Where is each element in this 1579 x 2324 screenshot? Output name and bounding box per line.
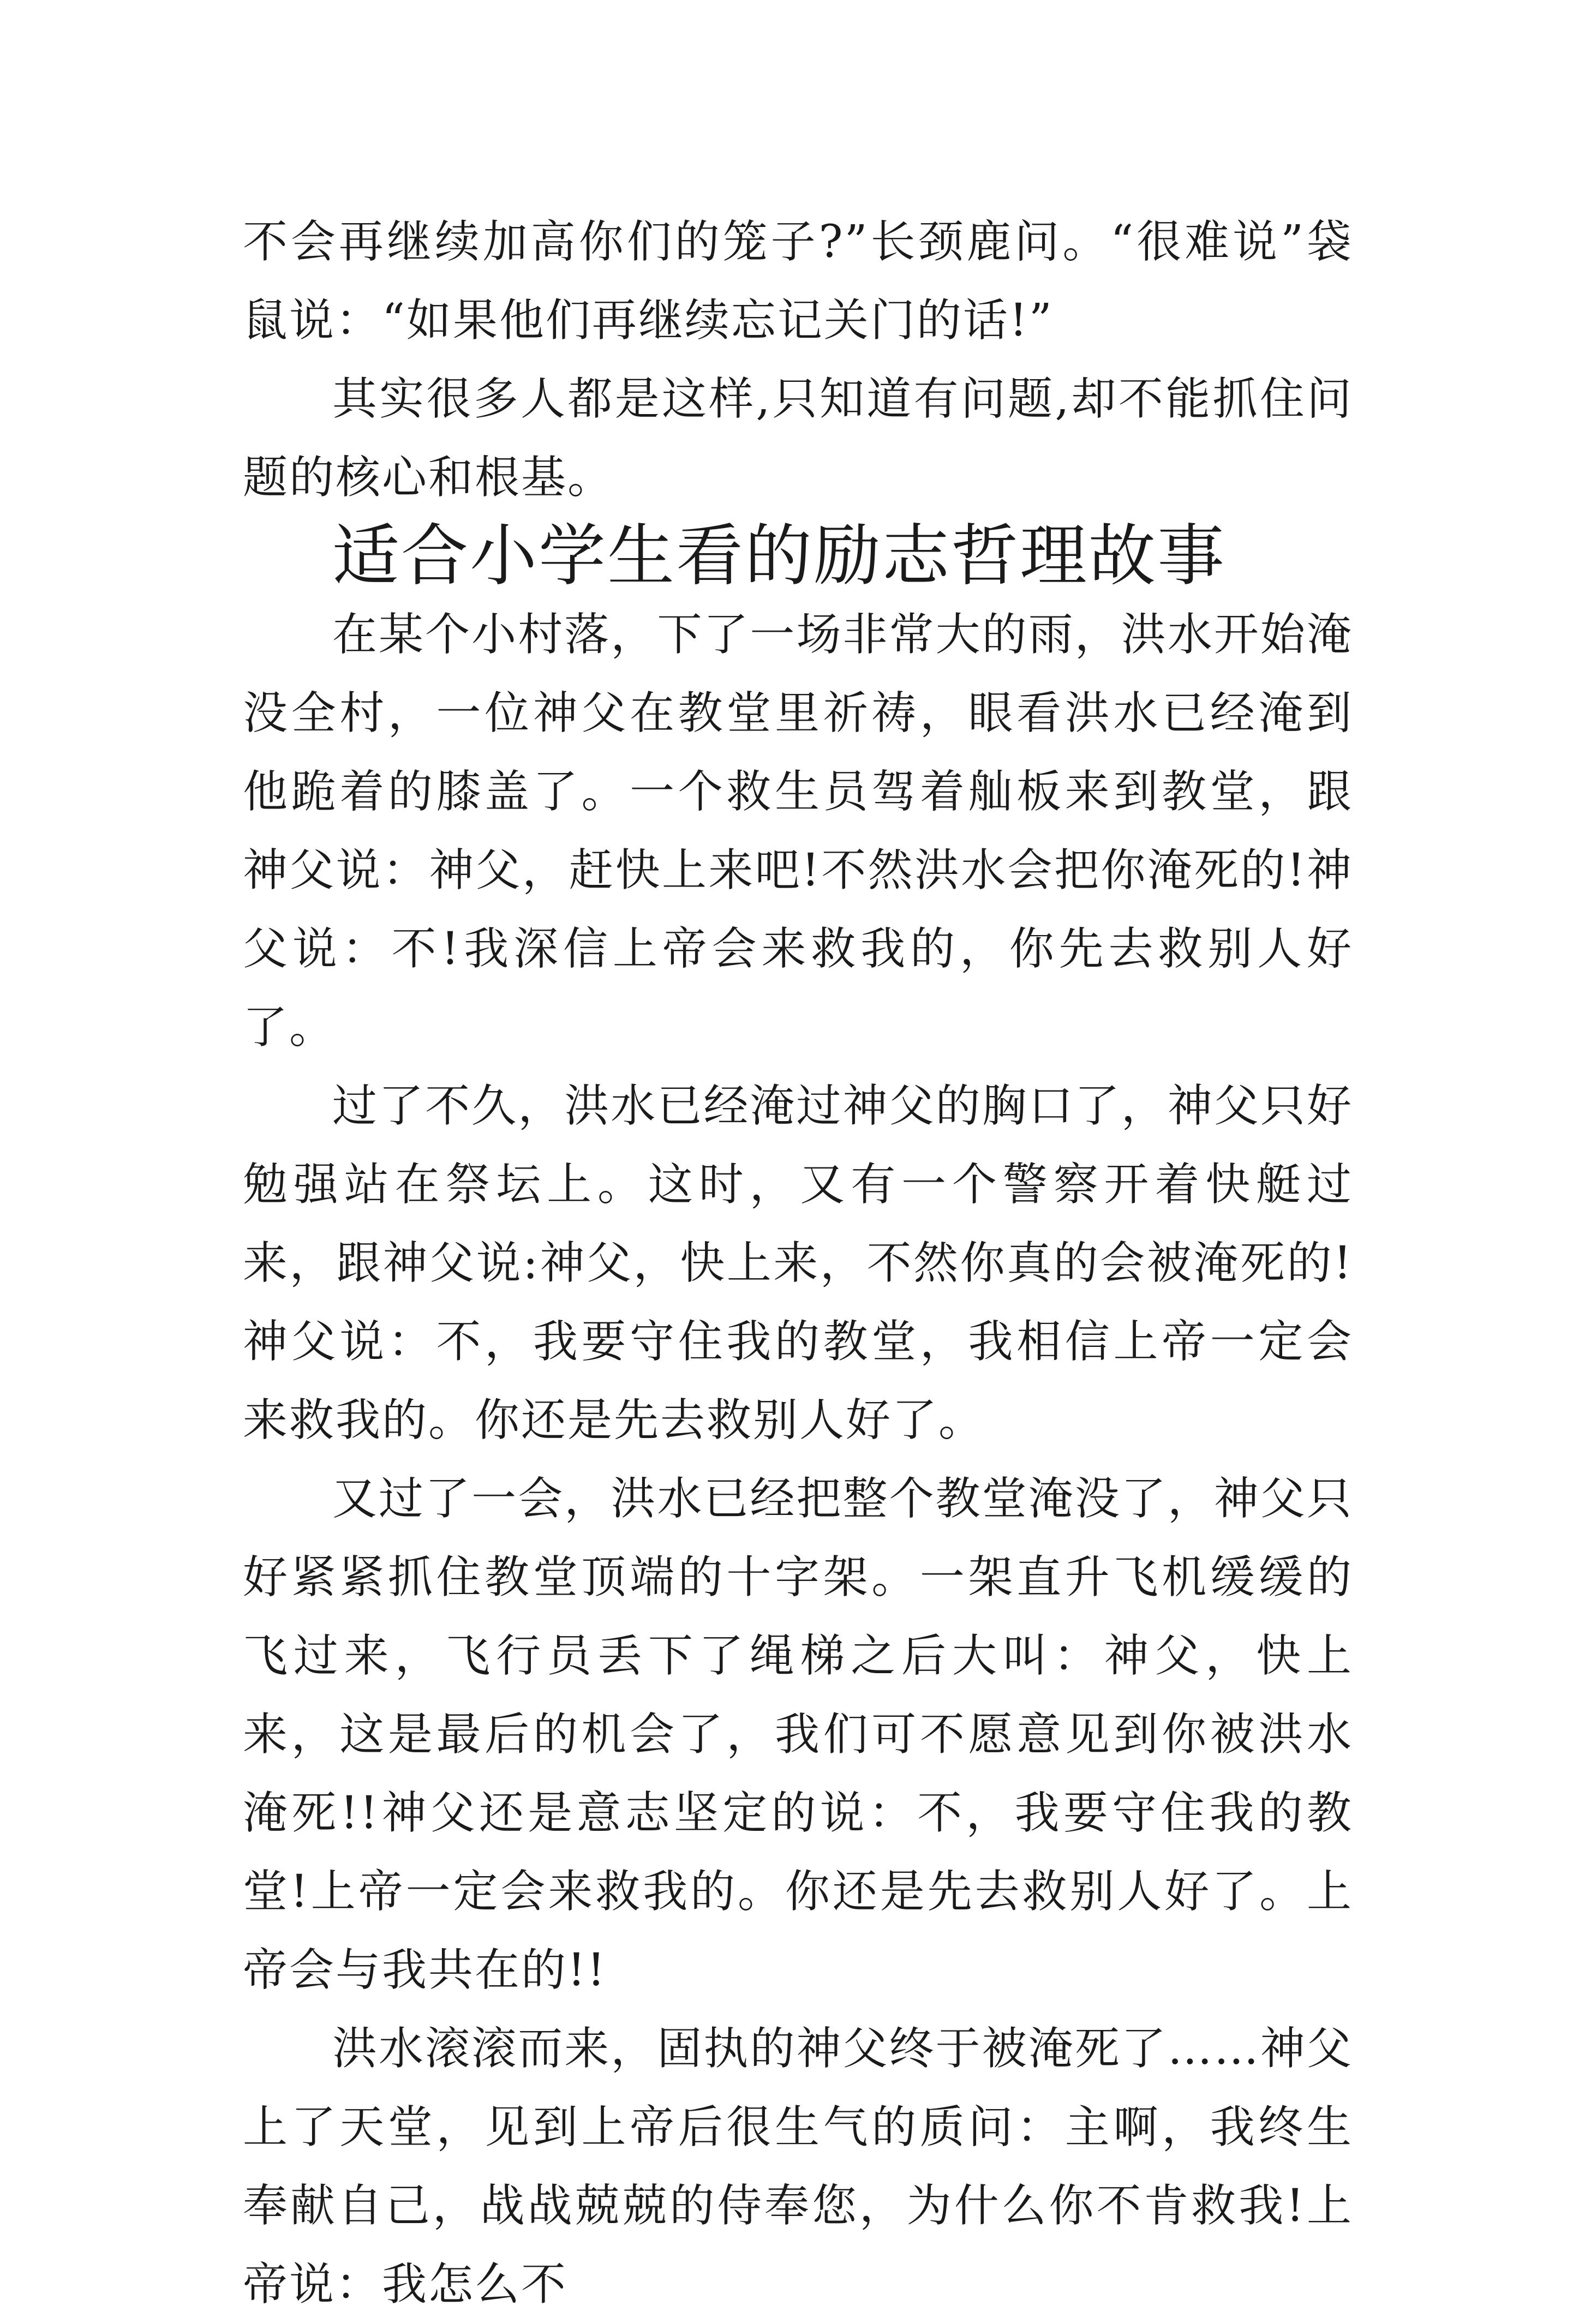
paragraph-flood-start: 在某个小村落，下了一场非常大的雨，洪水开始淹没全村，一位神父在教堂里祈祷，眼看洪水已经淹到他跪着的膝盖了。一个救生员驾着舢板来到教堂，跟神父说：神父，赶快上来吧!不然洪水会把你淹死的!神父说：不!我深信上帝会来救我的，你先去救别人好了。 [243, 609, 1353, 1053]
paragraph-heaven: 洪水滚滚而来，固执的神父终于被淹死了……神父上了天堂，见到上帝后很生气的质问：主啊，我终生奉献自己，战战兢兢的侍奉您，为什么你不肯救我!上帝说：我怎么不 [243, 2023, 1353, 2310]
paragraph-moral: 其实很多人都是这样,只知道有问题,却不能抓住问题的核心和根基。 [243, 373, 1353, 504]
paragraph-police-boat: 过了不久，洪水已经淹过神父的胸口了，神父只好勉强站在祭坛上。这时，又有一个警察开着快艇过来，跟神父说:神父，快上来，不然你真的会被淹死的!神父说：不，我要守住我的教堂，我相信上帝一定会来救我的。你还是先去救别人好了。 [243, 1080, 1353, 1446]
paragraph-helicopter: 又过了一会，洪水已经把整个教堂淹没了，神父只好紧紧抓住教堂顶端的十字架。一架直升飞机缓缓的飞过来，飞行员丢下了绳梯之后大叫：神父，快上来，这是最后的机会了，我们可不愿意见到你被洪水淹死!!神父还是意志坚定的说：不，我要守住我的教堂!上帝一定会来救我的。你还是先去救别人好了。上帝会与我共在的!! [243, 1473, 1353, 1996]
paragraph-continuation: 不会再继续加高你们的笼子?”长颈鹿问。“很难说”袋鼠说：“如果他们再继续忘记关门的话!” [243, 216, 1353, 346]
body-text [243, 203, 1353, 2324]
section-heading: 适合小学生看的励志哲理故事 [332, 517, 1226, 595]
